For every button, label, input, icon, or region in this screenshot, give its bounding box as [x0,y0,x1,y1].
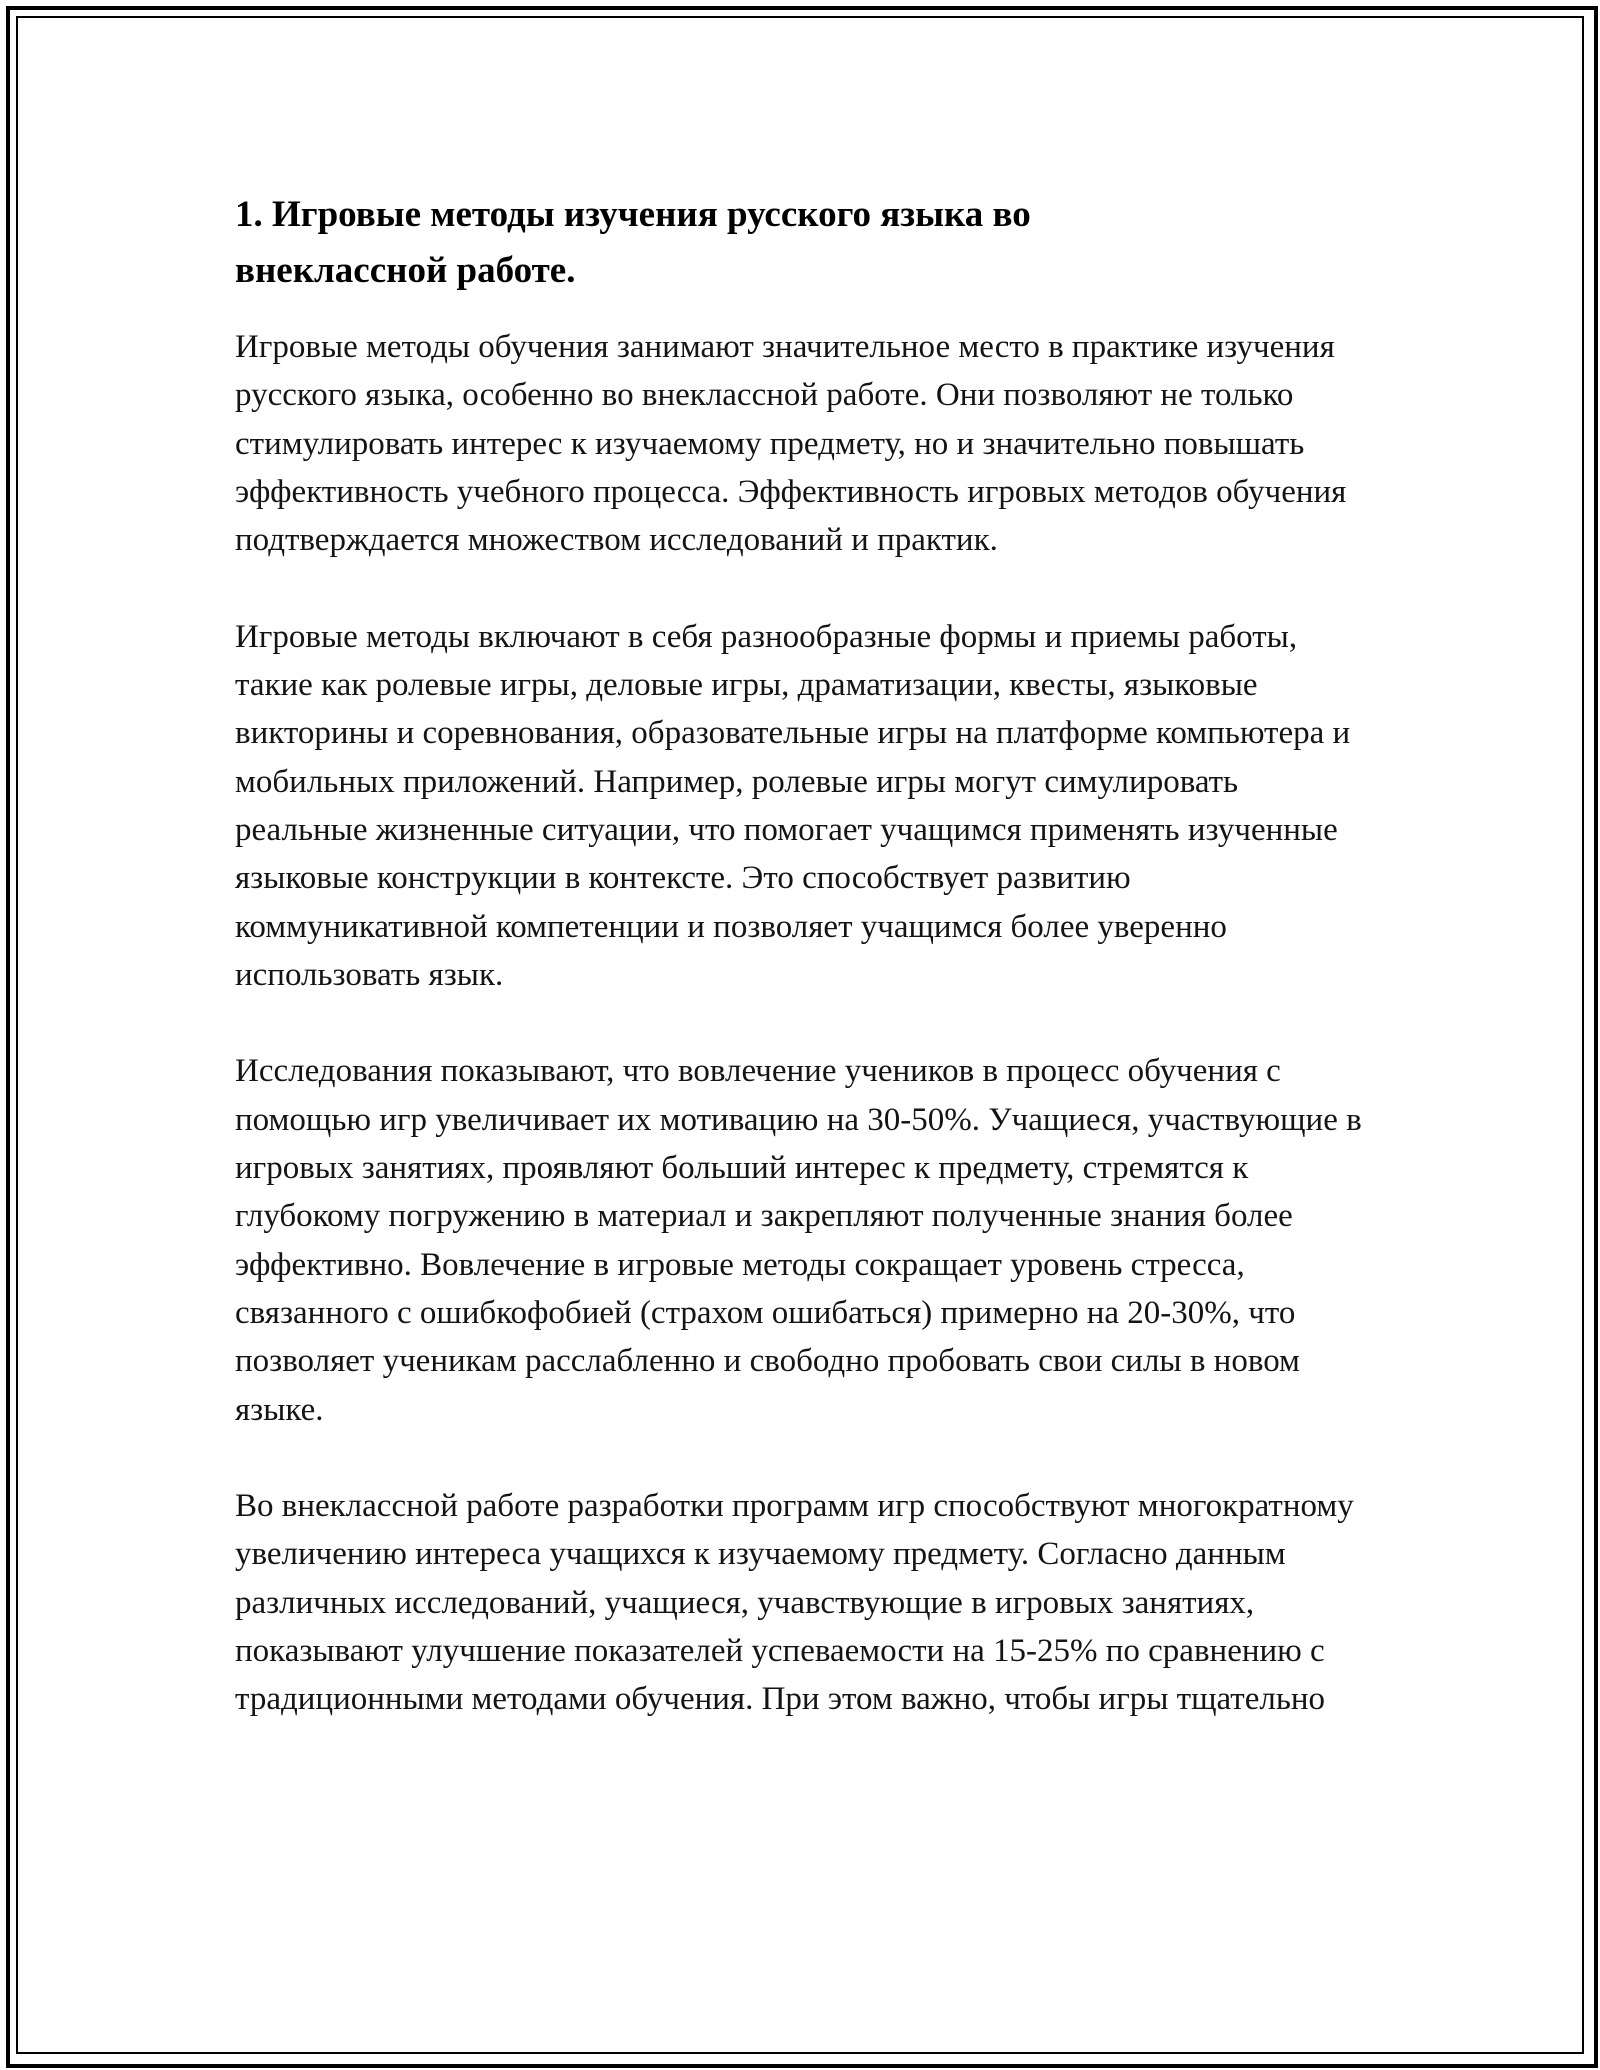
paragraph-4: Во внеклассной работе разработки программ игр способствуют многократному увеличению интереса учащихся к изучаемому предмету. Согласно данным различных исследований, учащиеся, учавствующие в игровых занятиях, показывают улучшение показателей успеваемости на 15-25% по сравнению с традиционными методами обучения. При этом важно, чтобы игры тщательно [235,1488,1354,1718]
paragraph-1: Игровые методы обучения занимают значительное место в практике изучения русского языка, особенно во внеклассной работе. Они позволяют не только стимулировать интерес к изучаемому предмету, но и значительно повышать эффективность учебного процесса. Эффективность игровых методов обучения подтверждается множеством исследований и практик. [235,329,1347,559]
document-body [235,187,1365,1724]
paragraph-3: Исследования показывают, что вовлечение учеников в процесс обучения с помощью игр увеличивает их мотивацию на 30-50%. Учащиеся, участвующие в игровых занятиях, проявляют больший интерес к предмету, стремятся к глубокому погружению в материал и закрепляют полученные знания более эффективно. Вовлечение в игровые методы сокращает уровень стресса, связанного с ошибкофобией (страхом ошибаться) примерно на 20-30%, что позволяет ученикам расслабленно и свободно пробовать свои силы в новом языке. [235,1053,1362,1428]
section-heading: 1. Игровые методы изучения русского языка во внеклассной работе. [235,194,1031,291]
paragraph-2: Игровые методы включают в себя разнообразные формы и приемы работы, такие как ролевые игры, деловые игры, драматизации, квесты, языковые викторины и соревнования, образовательные игры на платформе компьютера и мобильных приложений. Например, ролевые игры могут симулировать реальные жизненные ситуации, что помогает учащимся применять изученные языковые конструкции в контексте. Это способствует развитию коммуникативной компетенции и позволяет учащимся более уверенно использовать язык. [235,618,1351,993]
